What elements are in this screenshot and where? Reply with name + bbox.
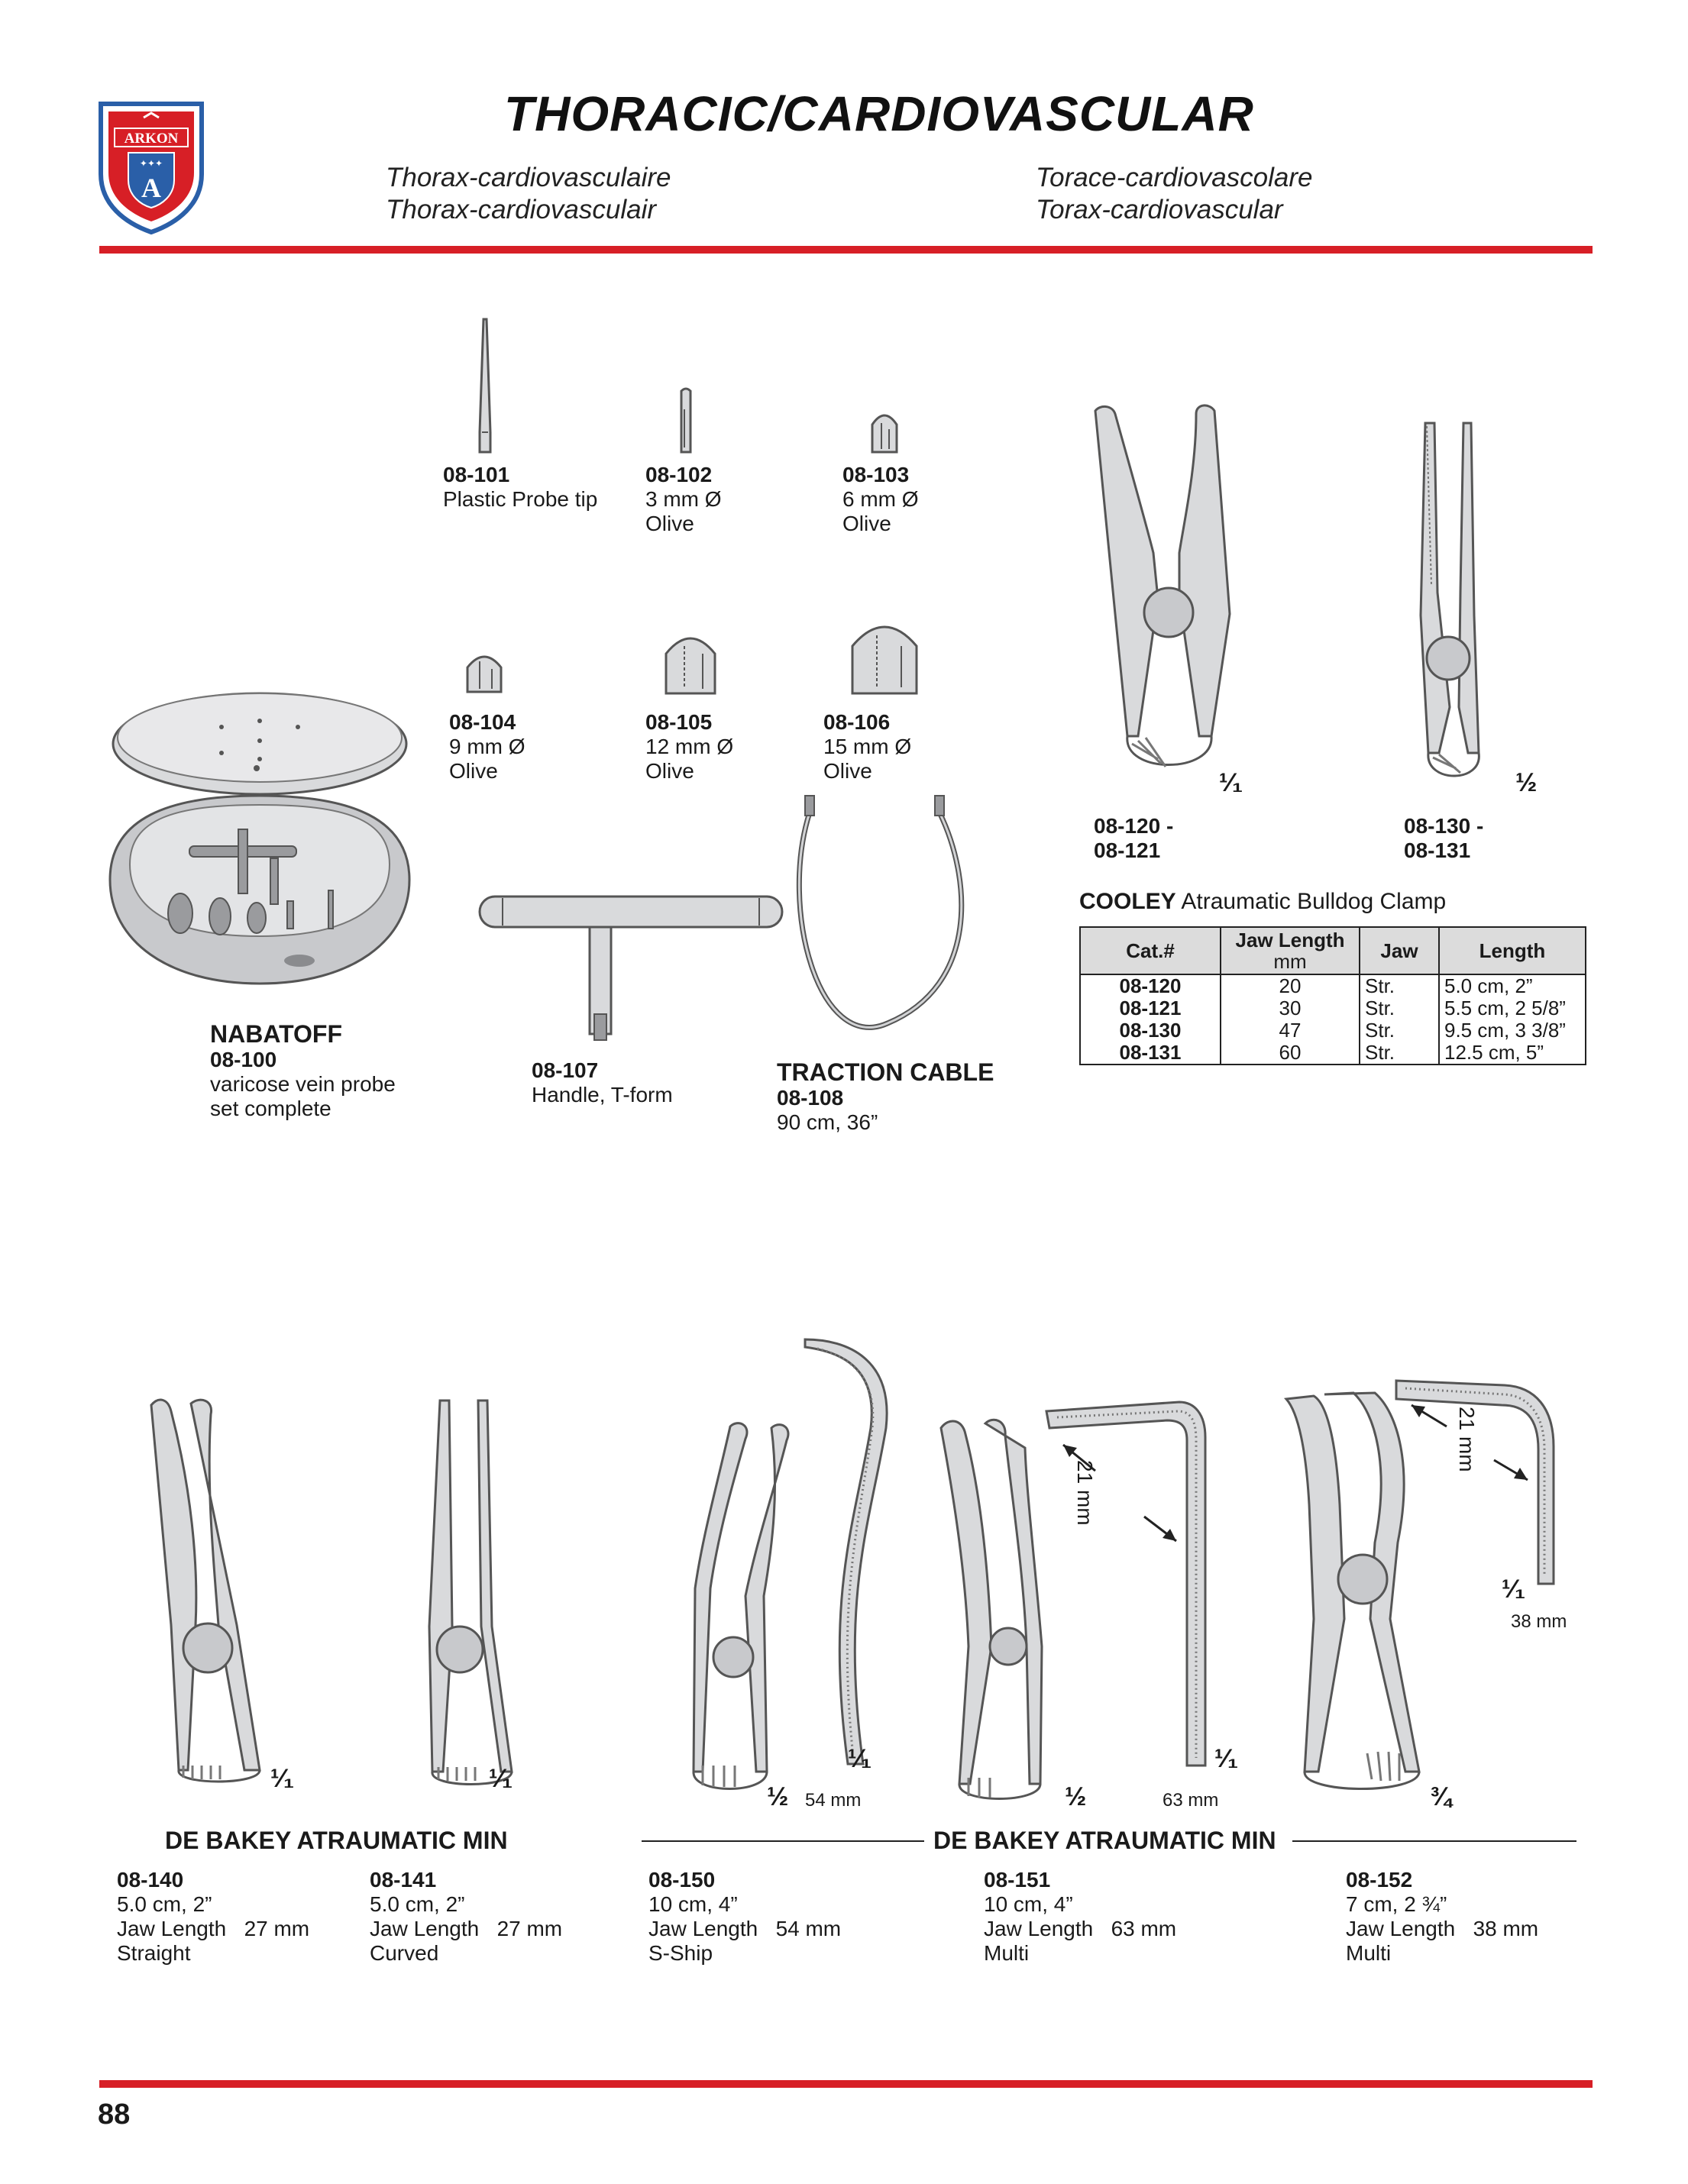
scale-08-140: ¹⁄₁ <box>270 1764 295 1793</box>
debakey-heading-left: DE BAKEY ATRAUMATIC MIN <box>165 1827 508 1854</box>
table-row: 08-131 60 Str. 12.5 cm, 5” <box>1080 1042 1586 1065</box>
cooley-label-2: 08-130 - 08-131 <box>1404 814 1484 862</box>
nabatoff-label: NABATOFF 08-100 varicose vein probe set complete <box>210 1020 396 1120</box>
jaw-dim-21mm-b: 21 mm <box>1455 1407 1479 1472</box>
table-header-row <box>1080 927 1586 974</box>
debakey-08-150-image <box>672 1420 802 1802</box>
cooley-clamp-2-image <box>1395 417 1532 791</box>
debakey-label-08-151: 08-151 10 cm, 4” Jaw Length 63 mm Multi <box>984 1868 1177 1965</box>
olive-6mm-image <box>869 406 900 455</box>
probe-label-08-106: 08-106 15 mm Ø Olive <box>823 710 912 783</box>
scale-08-141: ¹⁄₁ <box>489 1764 513 1793</box>
jaw-dim-38mm: 38 mm <box>1511 1611 1567 1632</box>
debakey-08-150-jaw-image <box>794 1336 901 1772</box>
col-header-length: Length <box>1439 927 1586 974</box>
probe-label-08-104: 08-104 9 mm Ø Olive <box>449 710 525 783</box>
table-row: 08-121 30 Str. 5.5 cm, 2 5/8” <box>1080 997 1586 1019</box>
table-row: 08-120 20 Str. 5.0 cm, 2” <box>1080 974 1586 997</box>
nabatoff-case-image <box>107 684 428 990</box>
cooley-title: COOLEY Atraumatic Bulldog Clamp <box>1079 889 1447 914</box>
table-row: 08-130 47 Str. 9.5 cm, 3 3/8” <box>1080 1019 1586 1042</box>
cooley-spec-table <box>1079 926 1586 1065</box>
debakey-label-08-152: 08-152 7 cm, 2 ¾” Jaw Length 38 mm Multi <box>1346 1868 1539 1965</box>
probe-label-08-101: 08-101 Plastic Probe tip <box>443 463 598 511</box>
olive-3mm-image <box>678 386 694 455</box>
probe-label-08-105: 08-105 12 mm Ø Olive <box>645 710 734 783</box>
subtitle-es: Torax-cardiovascular <box>1036 195 1283 225</box>
handle-label: 08-107 Handle, T-form <box>532 1058 673 1107</box>
heading-rule-right <box>1292 1840 1576 1842</box>
arkon-logo <box>98 101 205 235</box>
scale-08-151-jaw: ¹⁄₁ <box>1214 1744 1239 1773</box>
olive-15mm-image <box>849 608 920 696</box>
subtitle-it: Torace-cardiovascolare <box>1036 163 1313 192</box>
heading-rule-left <box>642 1840 924 1842</box>
jaw-dim-21mm-a: 21 mm <box>1073 1460 1097 1526</box>
logo-brand-text: ARKON <box>124 131 179 147</box>
page-number: 88 <box>98 2098 131 2131</box>
olive-9mm-image <box>464 646 504 695</box>
cooley-label-1: 08-120 - 08-121 <box>1094 814 1174 862</box>
subtitle-nl: Thorax-cardiovasculair <box>386 195 657 225</box>
logo-letter: A <box>141 173 161 203</box>
debakey-label-08-150: 08-150 10 cm, 4” Jaw Length 54 mm S-Ship <box>648 1868 842 1965</box>
debakey-heading-right: DE BAKEY ATRAUMATIC MIN <box>933 1827 1276 1854</box>
jaw-dim-54mm: 54 mm <box>805 1790 862 1811</box>
jaw-dim-63mm: 63 mm <box>1163 1790 1219 1811</box>
debakey-08-140-image <box>145 1396 290 1793</box>
scale-08-151: ½ <box>1065 1782 1087 1811</box>
probe-label-08-103: 08-103 6 mm Ø Olive <box>842 463 919 535</box>
header-divider <box>99 246 1593 254</box>
scale-08-152: ¾ <box>1430 1782 1452 1811</box>
col-header-cat: Cat.# <box>1080 927 1221 974</box>
col-header-jaw: Jaw <box>1360 927 1439 974</box>
cooley-clamp-1-image <box>1085 400 1268 790</box>
logo-stars: ✦✦✦ <box>139 158 163 169</box>
subtitle-fr: Thorax-cardiovasculaire <box>386 163 671 192</box>
page-title: THORACIC/CARDIOVASCULAR <box>504 86 1254 141</box>
probe-tip-image <box>474 318 496 455</box>
col-header-jaw-length: Jaw Length mm <box>1221 927 1360 974</box>
scale-08-152-jaw: ¹⁄₁ <box>1502 1575 1526 1604</box>
t-handle-image <box>475 892 788 1045</box>
debakey-label-08-140: 08-140 5.0 cm, 2” Jaw Length 27 mm Straight <box>117 1868 310 1965</box>
probe-label-08-102: 08-102 3 mm Ø Olive <box>645 463 722 535</box>
traction-label: TRACTION CABLE 08-108 90 cm, 36” <box>777 1058 994 1134</box>
olive-12mm-image <box>663 623 718 696</box>
footer-divider <box>99 2080 1593 2088</box>
debakey-08-141-image <box>412 1397 535 1795</box>
scale-08-150: ½ <box>767 1782 789 1811</box>
scale-08-150-jaw: ¹⁄₁ <box>848 1744 872 1773</box>
traction-cable-image <box>773 794 987 1039</box>
cooley-scale-2: ½ <box>1515 768 1538 797</box>
debakey-label-08-141: 08-141 5.0 cm, 2” Jaw Length 27 mm Curved <box>370 1868 563 1965</box>
cooley-scale-1: ¹⁄₁ <box>1219 768 1243 797</box>
